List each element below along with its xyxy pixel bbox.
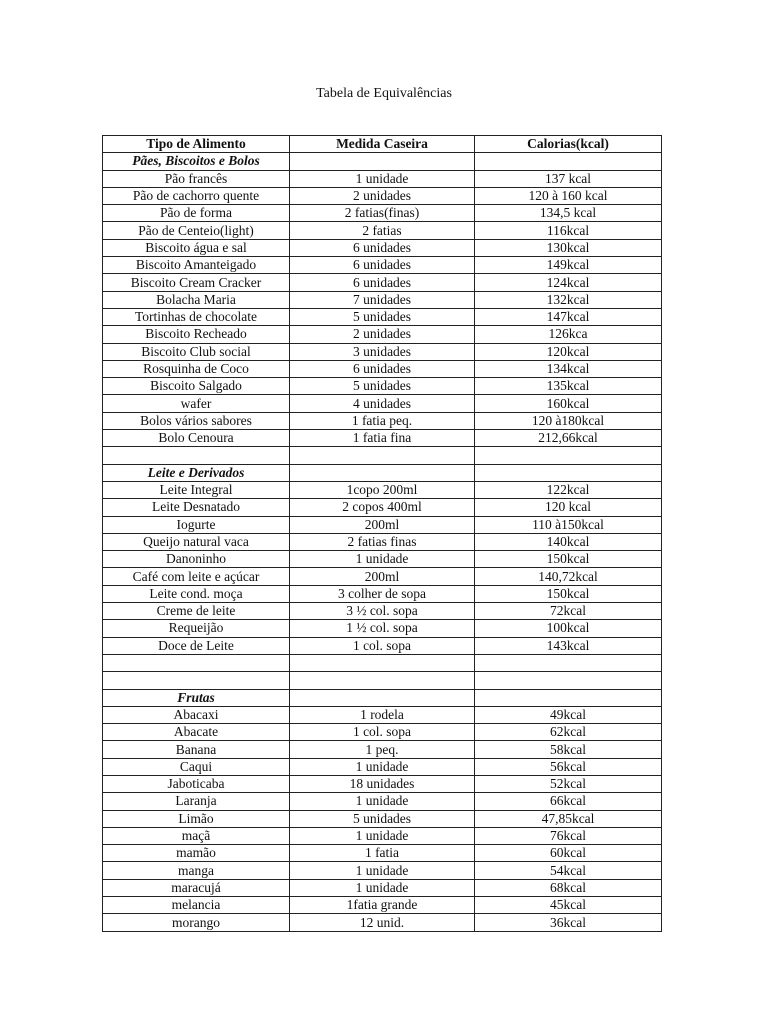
header-food-type: Tipo de Alimento [103,136,290,153]
measure-cell: 2 fatias(finas) [290,205,475,222]
food-cell: Caqui [103,758,290,775]
food-cell: Biscoito Amanteigado [103,257,290,274]
food-cell: Jaboticaba [103,775,290,792]
measure-cell [290,689,475,706]
calories-cell: 120 à180kcal [475,412,662,429]
calories-cell: 76kcal [475,827,662,844]
measure-cell: 1 fatia [290,845,475,862]
header-calories: Calorias(kcal) [475,136,662,153]
measure-cell: 1 rodela [290,706,475,723]
measure-cell [290,464,475,481]
food-cell: morango [103,914,290,931]
calories-cell: 47,85kcal [475,810,662,827]
calories-cell: 150kcal [475,585,662,602]
table-row [103,897,662,914]
food-cell: Iogurte [103,516,290,533]
calories-cell: 68kcal [475,879,662,896]
measure-cell: 1copo 200ml [290,481,475,498]
calories-cell: 122kcal [475,481,662,498]
table-row [103,291,662,308]
measure-cell [290,447,475,464]
calories-cell: 135kcal [475,378,662,395]
food-cell: Pão francês [103,170,290,187]
calories-cell: 130kcal [475,239,662,256]
table-row [103,741,662,758]
food-cell: Limão [103,810,290,827]
food-cell: Abacate [103,724,290,741]
table-row [103,533,662,550]
measure-cell: 1 unidade [290,879,475,896]
measure-cell: 2 fatias [290,222,475,239]
empty-row [103,447,662,464]
table-row [103,551,662,568]
calories-cell: 212,66kcal [475,430,662,447]
food-cell: Tortinhas de chocolate [103,308,290,325]
food-cell: maçã [103,827,290,844]
calories-cell: 120 kcal [475,499,662,516]
section-row [103,689,662,706]
calories-cell: 132kcal [475,291,662,308]
food-cell: Leite Desnatado [103,499,290,516]
calories-cell: 100kcal [475,620,662,637]
table-row [103,620,662,637]
section-title: Pães, Biscoitos e Bolos [103,153,290,170]
measure-cell: 1 unidade [290,862,475,879]
table-row [103,274,662,291]
food-cell: maracujá [103,879,290,896]
food-cell [103,447,290,464]
calories-cell [475,654,662,671]
food-cell: melancia [103,897,290,914]
calories-cell: 134kcal [475,360,662,377]
table-row [103,170,662,187]
measure-cell: 2 unidades [290,187,475,204]
measure-cell: 1 unidade [290,827,475,844]
measure-cell: 5 unidades [290,378,475,395]
calories-cell: 147kcal [475,308,662,325]
calories-cell: 54kcal [475,862,662,879]
measure-cell: 1fatia grande [290,897,475,914]
food-cell: Biscoito Salgado [103,378,290,395]
table-row [103,239,662,256]
table-row [103,308,662,325]
measure-cell: 18 unidades [290,775,475,792]
calories-cell: 52kcal [475,775,662,792]
table-row [103,343,662,360]
table-row [103,412,662,429]
empty-row [103,654,662,671]
calories-cell [475,153,662,170]
calories-cell [475,447,662,464]
measure-cell: 4 unidades [290,395,475,412]
measure-cell: 1 fatia peq. [290,412,475,429]
measure-cell [290,153,475,170]
table-header-row [103,136,662,153]
table-row [103,724,662,741]
food-cell: Biscoito Recheado [103,326,290,343]
food-cell: Biscoito água e sal [103,239,290,256]
table-row [103,516,662,533]
food-cell: Café com leite e açúcar [103,568,290,585]
table-row [103,481,662,498]
table-row [103,758,662,775]
measure-cell: 6 unidades [290,257,475,274]
food-cell: Rosquinha de Coco [103,360,290,377]
table-row [103,360,662,377]
calories-cell: 140,72kcal [475,568,662,585]
calories-cell: 72kcal [475,603,662,620]
table-row [103,827,662,844]
food-cell: manga [103,862,290,879]
table-row [103,430,662,447]
calories-cell: 124kcal [475,274,662,291]
calories-cell: 56kcal [475,758,662,775]
table-row [103,499,662,516]
table-row [103,257,662,274]
table-row [103,706,662,723]
table-row [103,793,662,810]
food-cell: Leite Integral [103,481,290,498]
food-cell: wafer [103,395,290,412]
food-cell: Bolos vários sabores [103,412,290,429]
table-row [103,326,662,343]
food-cell: mamão [103,845,290,862]
table-row [103,395,662,412]
calories-cell: 134,5 kcal [475,205,662,222]
calories-cell: 137 kcal [475,170,662,187]
measure-cell: 1 unidade [290,793,475,810]
measure-cell: 1 unidade [290,170,475,187]
food-cell: Queijo natural vaca [103,533,290,550]
section-title: Frutas [103,689,290,706]
table-row [103,862,662,879]
measure-cell: 5 unidades [290,308,475,325]
food-cell: Abacaxi [103,706,290,723]
food-cell: Biscoito Club social [103,343,290,360]
calories-cell: 62kcal [475,724,662,741]
table-row [103,378,662,395]
measure-cell: 5 unidades [290,810,475,827]
measure-cell [290,672,475,689]
food-cell: Banana [103,741,290,758]
measure-cell: 1 ½ col. sopa [290,620,475,637]
measure-cell: 7 unidades [290,291,475,308]
table-body [103,153,662,931]
food-cell: Leite cond. moça [103,585,290,602]
measure-cell: 2 unidades [290,326,475,343]
table-row [103,187,662,204]
calories-cell: 110 à150kcal [475,516,662,533]
food-cell [103,654,290,671]
measure-cell [290,654,475,671]
measure-cell: 3 unidades [290,343,475,360]
measure-cell: 6 unidades [290,239,475,256]
calories-cell: 120 à 160 kcal [475,187,662,204]
measure-cell: 200ml [290,568,475,585]
section-row [103,153,662,170]
food-cell: Pão de forma [103,205,290,222]
food-cell: Bolacha Maria [103,291,290,308]
food-cell [103,672,290,689]
table-row [103,585,662,602]
table-row [103,568,662,585]
calories-cell: 126kca [475,326,662,343]
calories-cell [475,689,662,706]
table-row [103,205,662,222]
food-cell: Danoninho [103,551,290,568]
food-cell: Bolo Cenoura [103,430,290,447]
table-row [103,603,662,620]
measure-cell: 3 colher de sopa [290,585,475,602]
calories-cell: 116kcal [475,222,662,239]
empty-row [103,672,662,689]
section-row [103,464,662,481]
table-row [103,222,662,239]
table-row [103,810,662,827]
calories-cell: 49kcal [475,706,662,723]
calories-cell: 36kcal [475,914,662,931]
table-row [103,637,662,654]
food-cell: Doce de Leite [103,637,290,654]
calories-cell: 143kcal [475,637,662,654]
food-cell: Laranja [103,793,290,810]
calories-cell [475,672,662,689]
calories-cell: 60kcal [475,845,662,862]
food-cell: Creme de leite [103,603,290,620]
table-row [103,879,662,896]
measure-cell: 6 unidades [290,274,475,291]
measure-cell: 12 unid. [290,914,475,931]
calories-cell: 140kcal [475,533,662,550]
calories-cell: 120kcal [475,343,662,360]
calories-cell: 149kcal [475,257,662,274]
measure-cell: 1 unidade [290,758,475,775]
measure-cell: 200ml [290,516,475,533]
calories-cell: 150kcal [475,551,662,568]
calories-cell [475,464,662,481]
measure-cell: 6 unidades [290,360,475,377]
calories-cell: 66kcal [475,793,662,810]
calories-cell: 160kcal [475,395,662,412]
calories-cell: 45kcal [475,897,662,914]
food-cell: Pão de Centeio(light) [103,222,290,239]
page-title: Tabela de Equivalências [316,86,452,101]
measure-cell: 2 copos 400ml [290,499,475,516]
measure-cell: 1 fatia fina [290,430,475,447]
calories-cell: 58kcal [475,741,662,758]
measure-cell: 1 col. sopa [290,724,475,741]
header-household-measure: Medida Caseira [290,136,475,153]
measure-cell: 1 unidade [290,551,475,568]
equivalence-table [102,135,662,932]
measure-cell: 1 peq. [290,741,475,758]
food-cell: Requeijão [103,620,290,637]
table-row [103,775,662,792]
food-cell: Pão de cachorro quente [103,187,290,204]
measure-cell: 1 col. sopa [290,637,475,654]
section-title: Leite e Derivados [103,464,290,481]
food-cell: Biscoito Cream Cracker [103,274,290,291]
measure-cell: 3 ½ col. sopa [290,603,475,620]
measure-cell: 2 fatias finas [290,533,475,550]
table-row [103,845,662,862]
table-row [103,914,662,931]
